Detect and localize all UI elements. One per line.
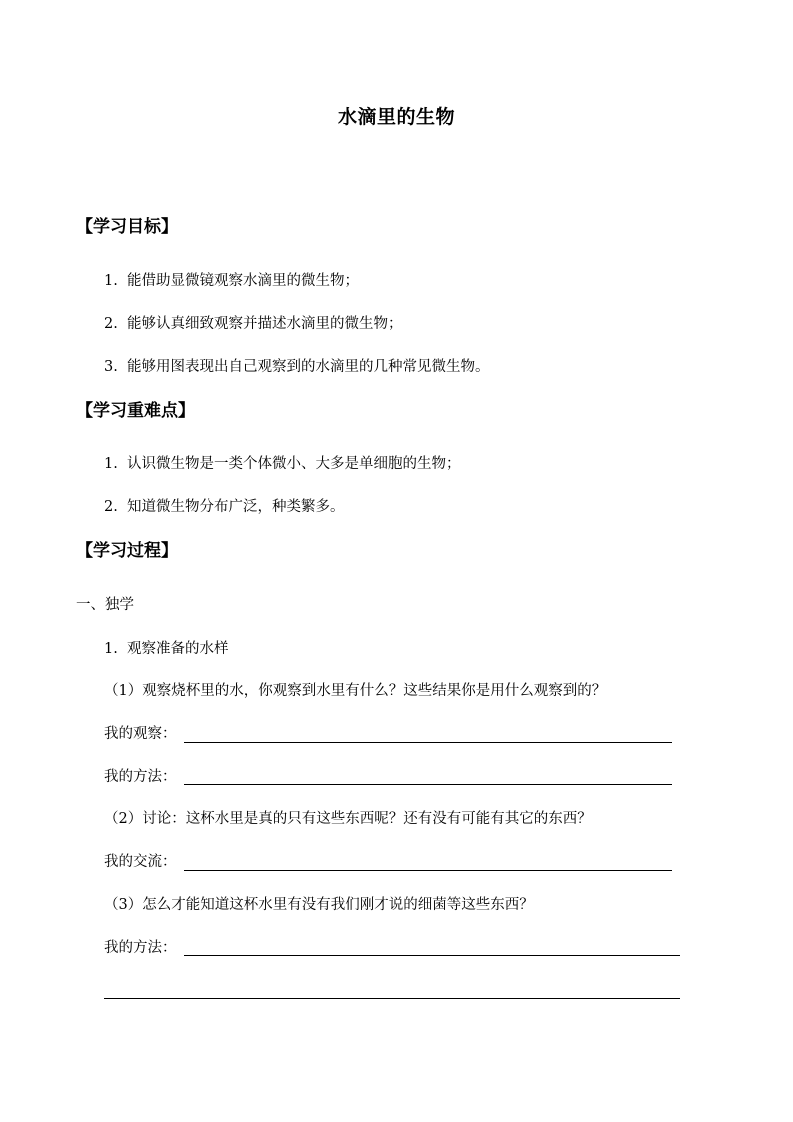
list-item	[104, 274, 359, 289]
list-item-text: 知道微生物分布广泛，种类繁多。	[127, 499, 345, 515]
list-item-text: 能借助显微镜观察水滴里的微生物；	[127, 273, 359, 289]
question-2: （2）讨论：这杯水里是真的只有这些东西呢？还有没有可能有其它的东西？	[104, 811, 592, 827]
list-item-number: 2.	[104, 499, 118, 515]
list-item-number: 2.	[104, 316, 118, 332]
step-item	[104, 642, 229, 657]
step-text: 观察准备的水样	[127, 641, 229, 657]
answer-line-extra[interactable]	[104, 998, 680, 999]
list-item	[104, 457, 461, 472]
question-1: （1）观察烧杯里的水，你观察到水里有什么？这些结果你是用什么观察到的？	[104, 683, 607, 699]
answer-line-observation[interactable]	[184, 742, 672, 743]
answer-label-method-2: 我的方法：	[104, 940, 177, 956]
answer-label-observation: 我的观察：	[104, 726, 177, 742]
answer-line-method-2[interactable]	[184, 955, 680, 956]
section-heading-goals: 【学习目标】	[76, 217, 178, 237]
page-title: 水滴里的生物	[337, 106, 455, 128]
answer-line-method[interactable]	[184, 784, 672, 785]
list-item-text: 认识微生物是一类个体微小、大多是单细胞的生物；	[127, 456, 461, 472]
list-item-text: 能够用图表现出自己观察到的水滴里的几种常见微生物。	[127, 359, 490, 375]
section-heading-process: 【学习过程】	[76, 541, 178, 561]
section-heading-key-points: 【学习重难点】	[76, 401, 195, 421]
list-item-number: 3.	[104, 359, 118, 375]
list-item-number: 1.	[104, 456, 118, 472]
list-item	[104, 500, 345, 515]
part-heading: 一、独学	[76, 597, 134, 613]
question-3: （3）怎么才能知道这杯水里有没有我们刚才说的细菌等这些东西？	[104, 897, 534, 913]
list-item	[104, 317, 403, 332]
answer-line-discussion[interactable]	[184, 870, 672, 871]
step-number: 1.	[104, 641, 118, 657]
list-item	[104, 360, 490, 375]
list-item-number: 1.	[104, 273, 118, 289]
answer-label-method: 我的方法：	[104, 769, 177, 785]
answer-label-discussion: 我的交流：	[104, 854, 177, 870]
list-item-text: 能够认真细致观察并描述水滴里的微生物；	[127, 316, 403, 332]
